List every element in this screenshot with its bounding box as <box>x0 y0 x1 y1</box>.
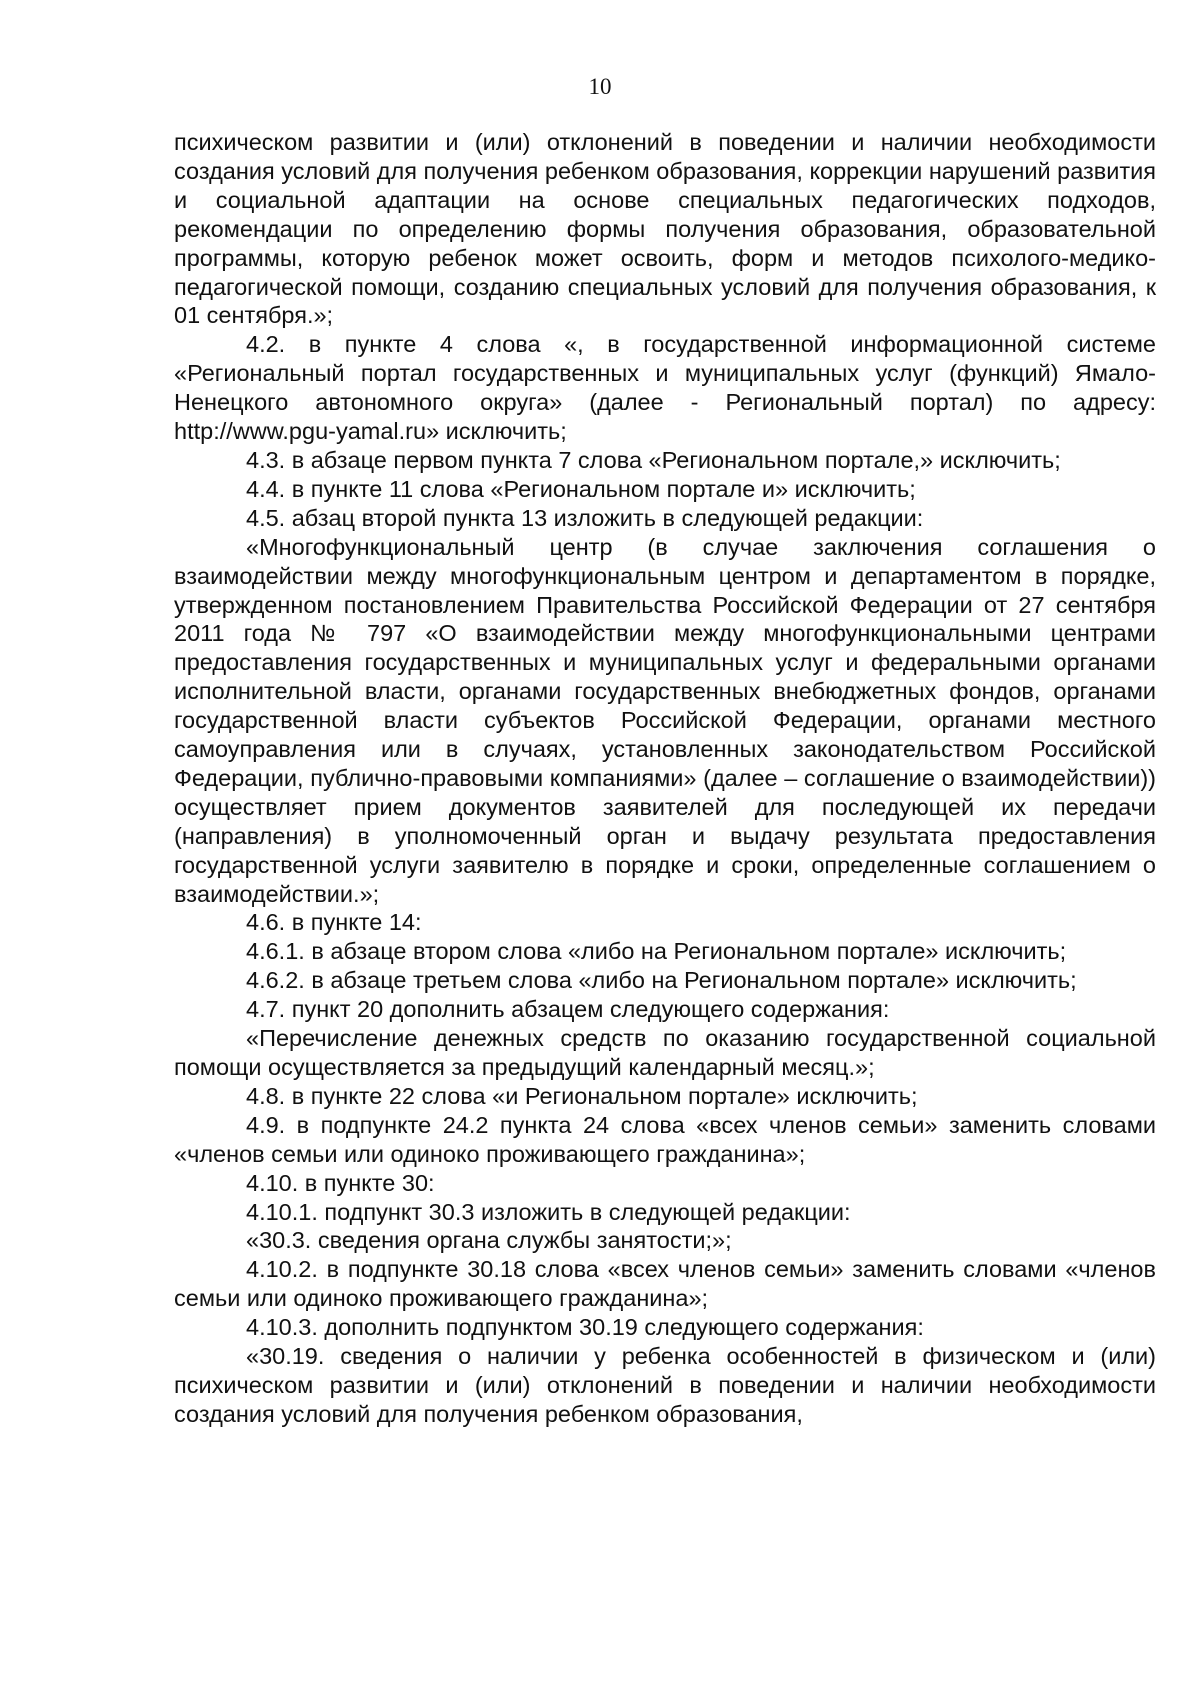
paragraph-4-5: 4.5. абзац второй пункта 13 изложить в следующей редакции: <box>246 504 924 531</box>
paragraph-4-10-1: 4.10.1. подпункт 30.3 изложить в следующей редакции: <box>246 1198 851 1225</box>
page-number: 10 <box>588 74 612 99</box>
paragraph-4-10-2: 4.10.2. в подпункте 30.18 слова «всех членов семьи» заменить словами «членов семьи или одиноко проживающего гражданина»; <box>174 1256 1156 1312</box>
paragraph-4-8: 4.8. в пункте 22 слова «и Региональном портале» исключить; <box>246 1082 918 1109</box>
paragraph-continuation: психическом развитии и (или) отклонений в поведении и наличии необходимости создания условий для получения ребенком образования, коррекции нарушений развития и социальной адаптации на основе специальных педагогических подходов, рекомендации по определению формы получения образования, образовательной программы, которую ребенок может освоить, форм и методов психолого-медико-педагогической помощи, созданию специальных условий для получения образования, к 01 сентября.»; <box>174 129 1156 329</box>
paragraph-4-10-3-quote: «30.19. сведения о наличии у ребенка особенностей в физическом и (или) психическом развитии и (или) отклонений в поведении и наличии необходимости создания условий для получения ребенком образования, <box>174 1343 1156 1427</box>
paragraph-4-10: 4.10. в пункте 30: <box>246 1169 435 1196</box>
paragraph-4-7: 4.7. пункт 20 дополнить абзацем следующего содержания: <box>246 996 890 1023</box>
paragraph-4-6-2: 4.6.2. в абзаце третьем слова «либо на Региональном портале» исключить; <box>246 967 1077 994</box>
paragraph-4-3: 4.3. в абзаце первом пункта 7 слова «Региональном портале,» исключить; <box>246 446 1061 473</box>
paragraph-4-10-1-quote: «30.3. сведения органа службы занятости;»; <box>246 1227 732 1254</box>
paragraph-4-6-1: 4.6.1. в абзаце втором слова «либо на Региональном портале» исключить; <box>246 938 1067 965</box>
paragraph-4-2: 4.2. в пункте 4 слова «, в государственной информационной системе «Региональный портал государственных и муниципальных услуг (функций) Ямало-Ненецкого автономного округа» (далее - Региональный портал) по адресу: http://www.pgu-yamal.ru» исключить; <box>174 331 1156 445</box>
paragraph-4-4: 4.4. в пункте 11 слова «Региональном портале и» исключить; <box>246 475 916 502</box>
document-body <box>174 128 1156 1429</box>
paragraph-4-9: 4.9. в подпункте 24.2 пункта 24 слова «всех членов семьи» заменить словами «членов семьи или одиноко проживающего гражданина»; <box>174 1111 1156 1167</box>
paragraph-4-5-quote: «Многофункциональный центр (в случае заключения соглашения о взаимодействии между многофункциональным центром и департаментом в порядке, утвержденном постановлением Правительства Российской Федерации от 27 сентября 2011 года № 797 «О взаимодействии между многофункциональными центрами предоставления государственных и муниципальных услуг и федеральными органами исполнительной власти, органами государственных внебюджетных фондов, органами государственной власти субъектов Российской Федерации, органами местного самоуправления или в случаях, установленных законодательством Российской Федерации, публично-правовыми компаниями» (далее – соглашение о взаимодействии)) осуществляет прием документов заявителей для последующей их передачи (направления) в уполномоченный орган и выдачу результата предоставления государственной услуги заявителю в порядке и сроки, определенные соглашением о взаимодействии.»; <box>174 533 1156 907</box>
paragraph-4-7-quote: «Перечисление денежных средств по оказанию государственной социальной помощи осуществляется за предыдущий календарный месяц.»; <box>174 1025 1156 1080</box>
paragraph-4-6: 4.6. в пункте 14: <box>246 909 422 936</box>
paragraph-4-10-3: 4.10.3. дополнить подпунктом 30.19 следующего содержания: <box>246 1314 924 1341</box>
